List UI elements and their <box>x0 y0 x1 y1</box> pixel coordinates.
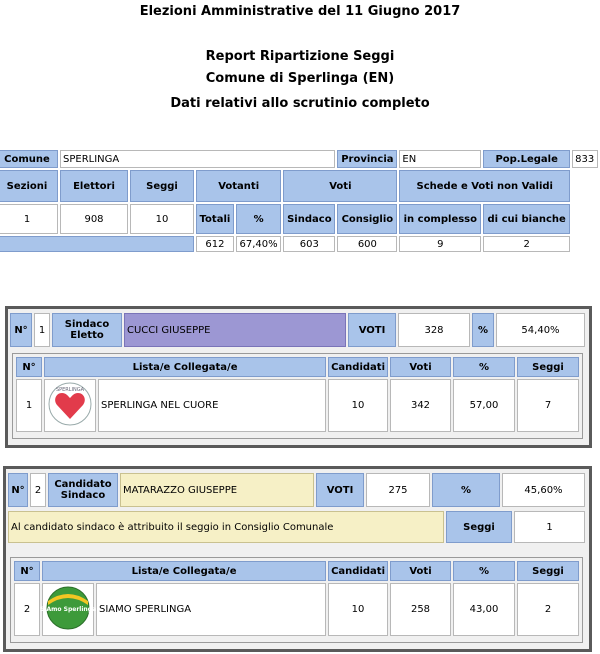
candidate-voti: 275 <box>366 473 430 507</box>
candidate-name: CUCCI GIUSEPPE <box>124 313 346 347</box>
list-logo <box>44 379 96 432</box>
logo-text: SIAmo Sperlinga <box>39 606 97 613</box>
voti-consiglio: 600 <box>337 236 397 252</box>
elettori-header: Elettori <box>60 170 128 202</box>
seggi-note-row <box>6 509 587 545</box>
list-name-header: Lista/e Collegata/e <box>44 357 326 377</box>
seggi-header: Seggi <box>517 561 579 581</box>
list-pct: 57,00 <box>453 379 515 432</box>
candidate-n-label: N° <box>8 473 28 507</box>
seggi-label: Seggi <box>446 511 512 543</box>
logo-text: SPERLINGA <box>55 387 85 393</box>
schede-bianche: 2 <box>483 236 570 252</box>
list-n-header: N° <box>16 357 42 377</box>
pct-label: % <box>432 473 500 507</box>
list-pct: 43,00 <box>453 583 515 636</box>
list-candidati: 10 <box>328 379 388 432</box>
voti-label: VOTI <box>316 473 364 507</box>
scrutinio-subtitle: Dati relativi allo scrutinio completo <box>170 96 430 111</box>
voti-header: Voti <box>390 561 451 581</box>
list-name-header: Lista/e Collegata/e <box>42 561 326 581</box>
candidate-n: 1 <box>34 313 50 347</box>
report-title: Report Ripartizione Seggi <box>205 49 395 64</box>
list-seggi: 2 <box>517 583 579 636</box>
candidate-role: Candidato Sindaco <box>48 473 118 507</box>
candidate-pct: 54,40% <box>496 313 585 347</box>
provincia-label: Provincia <box>337 150 397 168</box>
totali-header: Totali <box>196 204 234 234</box>
sindaco-header: Sindaco <box>283 204 335 234</box>
list-n-header: N° <box>14 561 40 581</box>
seggi-note: Al candidato sindaco è attribuito il seggio in Consiglio Comunale <box>8 511 444 543</box>
candidate-pct: 45,60% <box>502 473 585 507</box>
heart-logo-icon <box>47 381 93 427</box>
candidate-role: Sindaco Eletto <box>52 313 122 347</box>
candidate-n-label: N° <box>10 313 32 347</box>
pop-value: 833 <box>572 150 598 168</box>
provincia-value: EN <box>399 150 481 168</box>
pct-header: % <box>453 357 515 377</box>
candidate-voti: 328 <box>398 313 470 347</box>
list-voti: 258 <box>390 583 451 636</box>
elettori-value: 908 <box>60 204 128 234</box>
sezioni-header: Sezioni <box>0 170 58 202</box>
seggi-header: Seggi <box>517 357 579 377</box>
votanti-header: Votanti <box>196 170 281 202</box>
candidate-1-header <box>8 311 587 349</box>
voti-label: VOTI <box>348 313 396 347</box>
comune-value: SPERLINGA <box>60 150 335 168</box>
sezioni-value: 1 <box>0 204 58 234</box>
votanti-pct: 67,40% <box>236 236 281 252</box>
seggi-header: Seggi <box>130 170 194 202</box>
list-table <box>12 559 581 638</box>
summary-table <box>0 148 600 254</box>
blank-cell <box>0 236 194 252</box>
candidate-2-panel <box>3 466 592 652</box>
siamo-sperlinga-logo-icon <box>39 585 97 631</box>
schede-header: Schede e Voti non Validi <box>399 170 570 202</box>
pct-header: % <box>453 561 515 581</box>
voti-sindaco: 603 <box>283 236 335 252</box>
list-voti: 342 <box>390 379 451 432</box>
list-candidati: 10 <box>328 583 388 636</box>
candidate-n: 2 <box>30 473 46 507</box>
in-complesso-header: in complesso <box>399 204 481 234</box>
page-title: Elezioni Amministrative del 11 Giugno 2017 <box>139 4 461 19</box>
voti-header: Voti <box>283 170 397 202</box>
comune-title: Comune di Sperlinga (EN) <box>205 71 395 86</box>
consiglio-header: Consiglio <box>337 204 397 234</box>
candidate-2-header <box>6 471 587 509</box>
pct-label: % <box>472 313 494 347</box>
schede-complesso: 9 <box>399 236 481 252</box>
candidate-1-lists <box>12 353 583 439</box>
seggi-value: 10 <box>130 204 194 234</box>
list-logo <box>39 583 97 636</box>
pop-label: Pop.Legale <box>483 150 570 168</box>
list-name: SIAMO SPERLINGA <box>96 583 326 636</box>
votanti-pct-header: % <box>236 204 281 234</box>
votanti-totali: 612 <box>196 236 234 252</box>
candidate-2-lists <box>10 557 583 643</box>
list-n: 2 <box>14 583 40 636</box>
seggi-value: 1 <box>514 511 585 543</box>
candidati-header: Candidati <box>328 561 388 581</box>
list-table <box>14 355 581 434</box>
list-n: 1 <box>16 379 42 432</box>
candidati-header: Candidati <box>328 357 388 377</box>
list-name: SPERLINGA NEL CUORE <box>98 379 326 432</box>
candidate-1-panel <box>5 306 592 448</box>
voti-header: Voti <box>390 357 451 377</box>
list-seggi: 7 <box>517 379 579 432</box>
bianche-header: di cui bianche <box>483 204 570 234</box>
comune-label: Comune <box>0 150 58 168</box>
candidate-name: MATARAZZO GIUSEPPE <box>120 473 314 507</box>
